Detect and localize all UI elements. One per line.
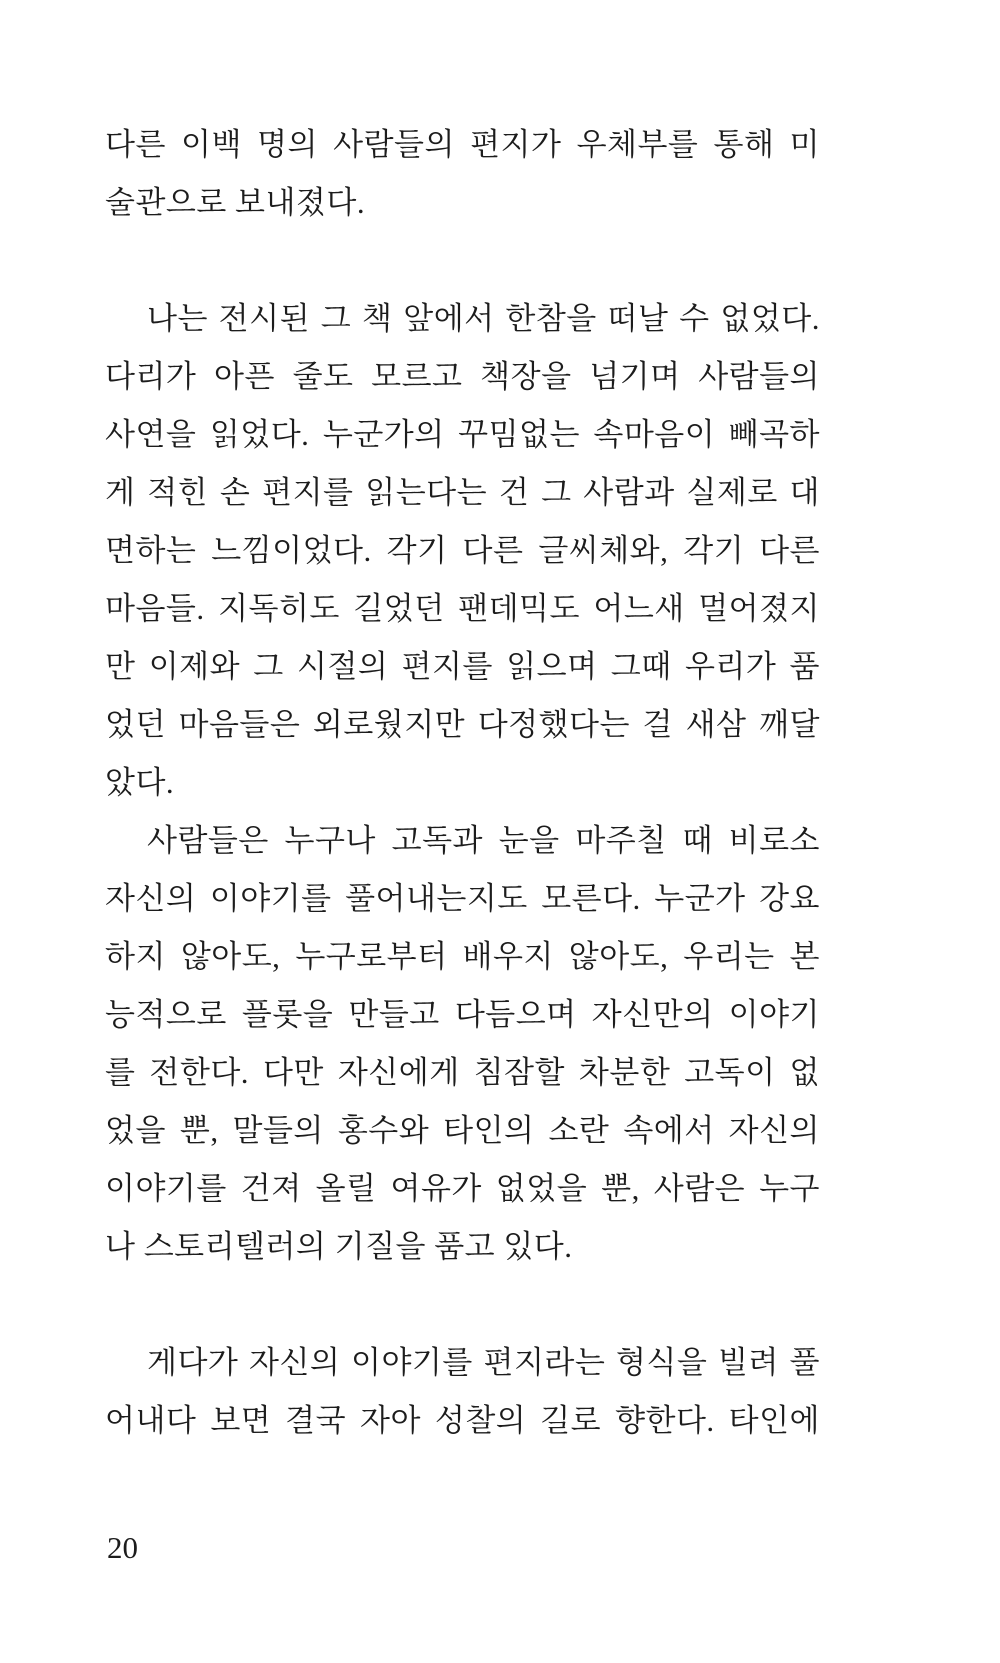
page-number: 20	[107, 1530, 138, 1565]
text-line: 게 적힌 손 편지를 읽는다는 건 그 사람과 실제로 대	[105, 475, 820, 510]
text-line: 사람들은 누구나 고독과 눈을 마주칠 때 비로소	[147, 823, 820, 858]
text-line: 하지 않아도, 누구로부터 배우지 않아도, 우리는 본	[105, 939, 820, 974]
text-line: 어내다 보면 결국 자아 성찰의 길로 향한다. 타인에	[105, 1403, 820, 1438]
text-line: 를 전한다. 다만 자신에게 침잠할 차분한 고독이 없	[105, 1055, 820, 1090]
text-line: 만 이제와 그 시절의 편지를 읽으며 그때 우리가 품	[105, 649, 820, 684]
text-line: 게다가 자신의 이야기를 편지라는 형식을 빌려 풀	[147, 1345, 820, 1380]
text-line: 이야기를 건져 올릴 여유가 없었을 뿐, 사람은 누구	[105, 1171, 820, 1206]
text-line: 었을 뿐, 말들의 홍수와 타인의 소란 속에서 자신의	[105, 1113, 820, 1148]
text-line: 자신의 이야기를 풀어내는지도 모른다. 누군가 강요	[105, 881, 820, 916]
page-text	[105, 116, 820, 1450]
paragraph	[105, 116, 820, 232]
paragraph	[105, 1334, 820, 1450]
text-line: 나 스토리텔러의 기질을 품고 있다.	[105, 1229, 573, 1264]
text-line: 술관으로 보내졌다.	[105, 185, 366, 220]
text-line: 았다.	[105, 765, 175, 800]
text-line: 다른 이백 명의 사람들의 편지가 우체부를 통해 미	[105, 127, 820, 162]
text-line: 면하는 느낌이었다. 각기 다른 글씨체와, 각기 다른	[105, 533, 820, 568]
text-line: 능적으로 플롯을 만들고 다듬으며 자신만의 이야기	[105, 997, 820, 1032]
paragraph	[105, 290, 820, 812]
text-line: 마음들. 지독히도 길었던 팬데믹도 어느새 멀어졌지	[105, 591, 820, 626]
text-line: 사연을 읽었다. 누군가의 꾸밈없는 속마음이 빼곡하	[105, 417, 820, 452]
text-line: 나는 전시된 그 책 앞에서 한참을 떠날 수 없었다.	[147, 301, 820, 336]
text-line: 었던 마음들은 외로웠지만 다정했다는 걸 새삼 깨달	[105, 707, 820, 742]
text-line: 다리가 아픈 줄도 모르고 책장을 넘기며 사람들의	[105, 359, 820, 394]
paragraph	[105, 812, 820, 1276]
